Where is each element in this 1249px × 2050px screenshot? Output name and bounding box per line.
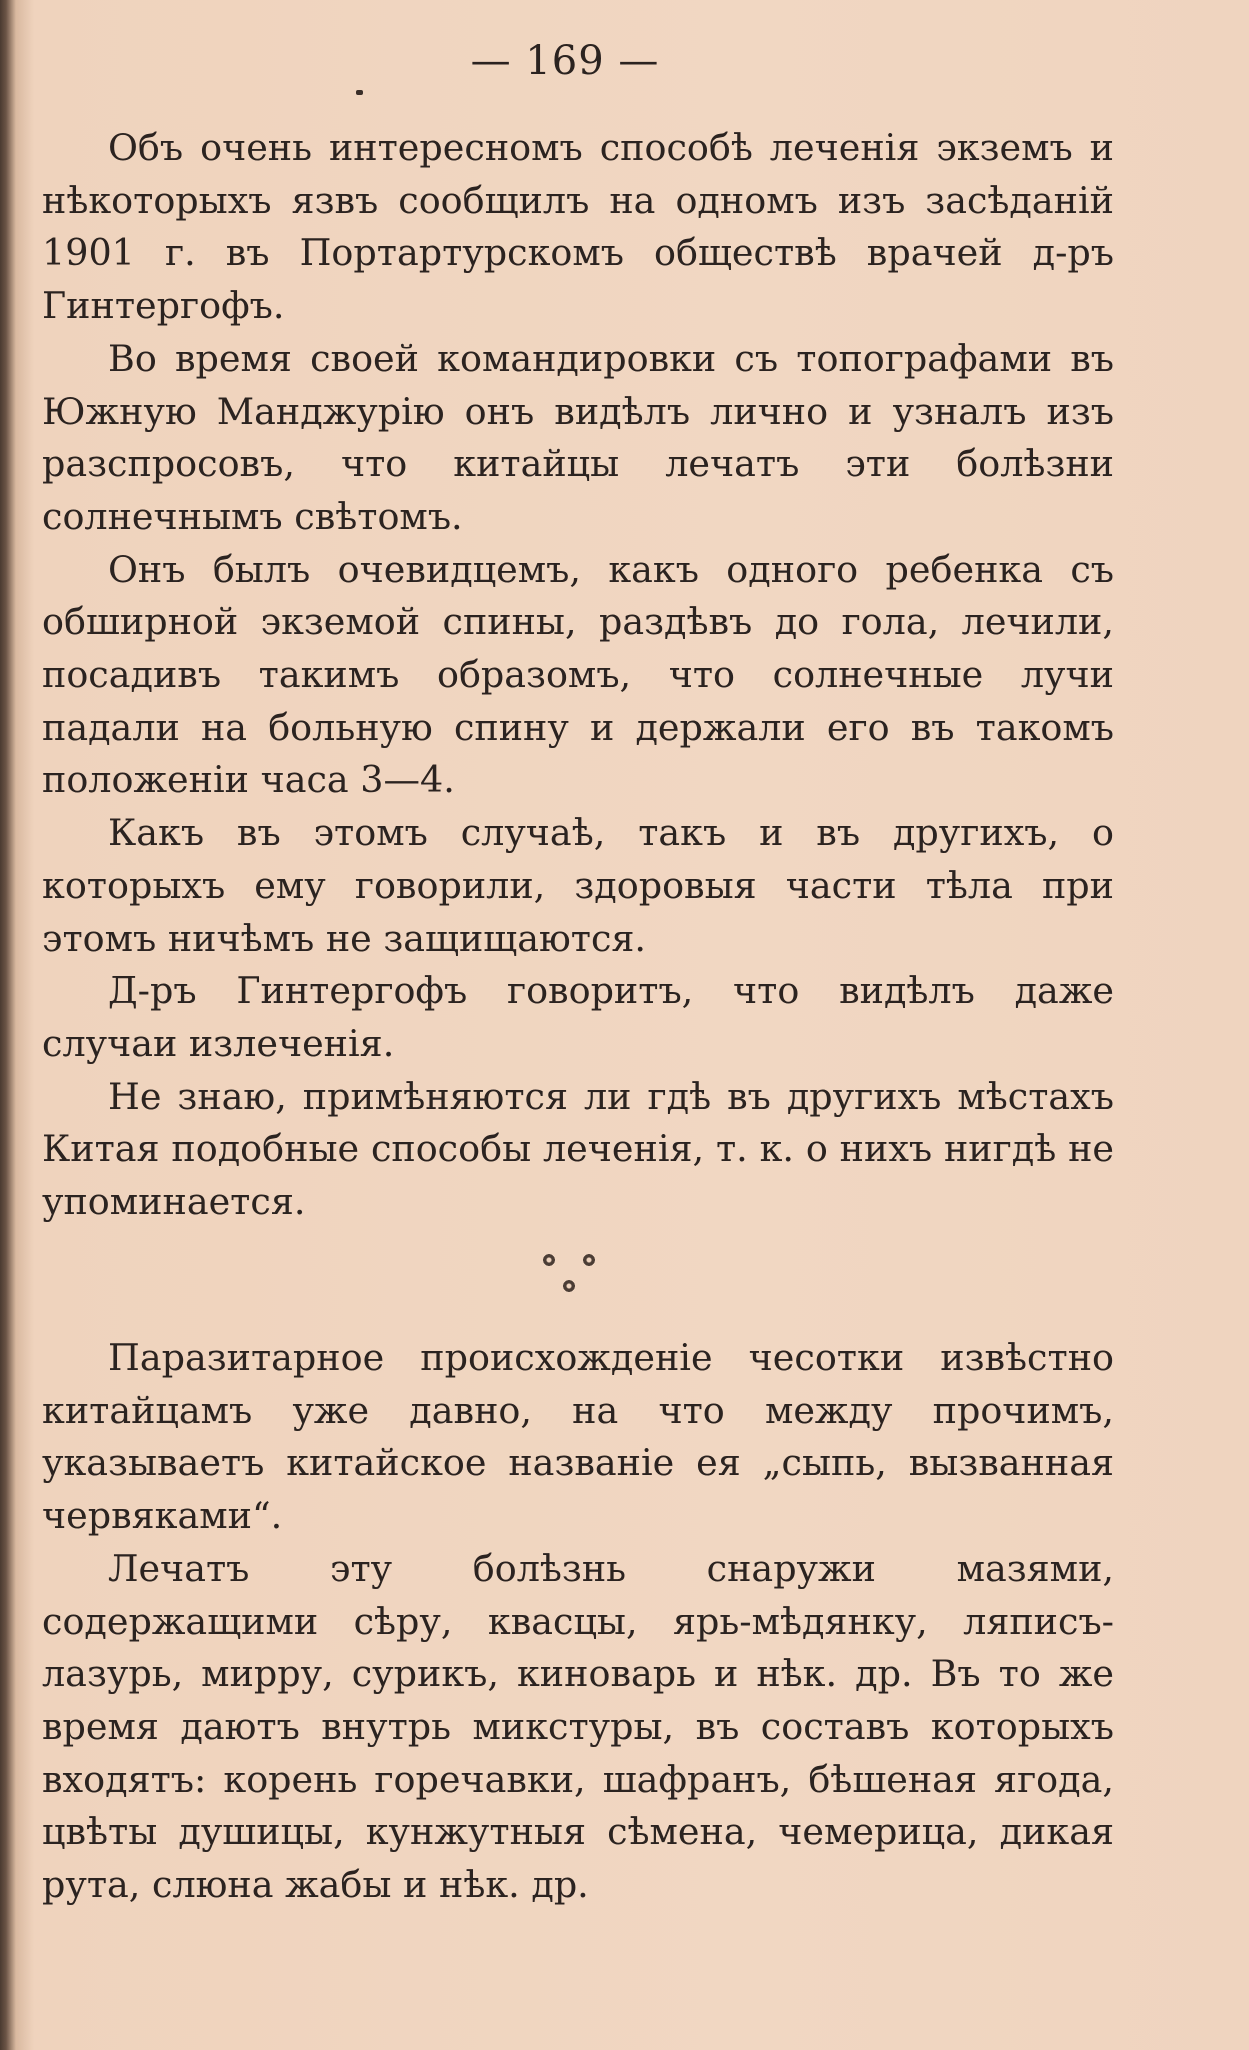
paragraph: Объ очень интересномъ способѣ леченія экземъ и нѣкоторыхъ язвъ сообщилъ на одномъ изъ засѣданій 1901 г. въ Портартурскомъ обществѣ врачей д-ръ Гинтергофъ. xyxy=(42,126,1114,328)
page-number: — 169 — xyxy=(470,38,660,84)
section-divider-asterism-icon xyxy=(535,1250,615,1310)
paragraph: Во время своей командировки съ топографами въ Южную Манджурію онъ видѣлъ лично и узналъ изъ разспросовъ, что китайцы лечатъ эти болѣзни солнечнымъ свѣтомъ. xyxy=(42,336,1114,538)
paragraph: Какъ въ этомъ случаѣ, такъ и въ другихъ, о которыхъ ему говорили, здоровыя части тѣла при этомъ ничѣмъ не защищаются. xyxy=(42,811,1114,960)
section-scabies xyxy=(42,1332,1114,1912)
paragraph: Не знаю, примѣняются ли гдѣ въ другихъ мѣстахъ Китая подобные способы леченія, т. к. о нихъ нигдѣ не упоминается. xyxy=(42,1074,1114,1224)
section-sun-treatment xyxy=(42,122,1114,1229)
print-speck xyxy=(356,90,363,95)
paragraph: Паразитарное происхожденіе чесотки извѣстно китайцамъ уже давно, на что между прочимъ, указываетъ китайское названіе ея „сыпь, вызванная червяками“. xyxy=(42,1336,1114,1538)
paragraph: Онъ былъ очевидцемъ, какъ одного ребенка съ обширной экземой спины, раздѣвъ до гола, лечили, посадивъ такимъ образомъ, что солнечные лучи падали на больную спину и держали его въ такомъ положеніи часа 3—4. xyxy=(42,547,1114,802)
paragraph: Д-ръ Гинтергофъ говоритъ, что видѣлъ даже случаи излеченія. xyxy=(42,969,1114,1065)
paragraph: Лечатъ эту болѣзнь снаружи мазями, содержащими сѣру, квасцы, ярь-мѣдянку, ляписъ-лазурь, мирру, сурикъ, киноварь и нѣк. др. Въ то же время даютъ внутрь микстуры, въ составъ которыхъ входятъ: корень горечавки, шафранъ, бѣшеная ягода, цвѣты душицы, кунжутныя сѣмена, чемерица, дикая рута, слюна жабы и нѣк. др. xyxy=(42,1546,1114,1907)
